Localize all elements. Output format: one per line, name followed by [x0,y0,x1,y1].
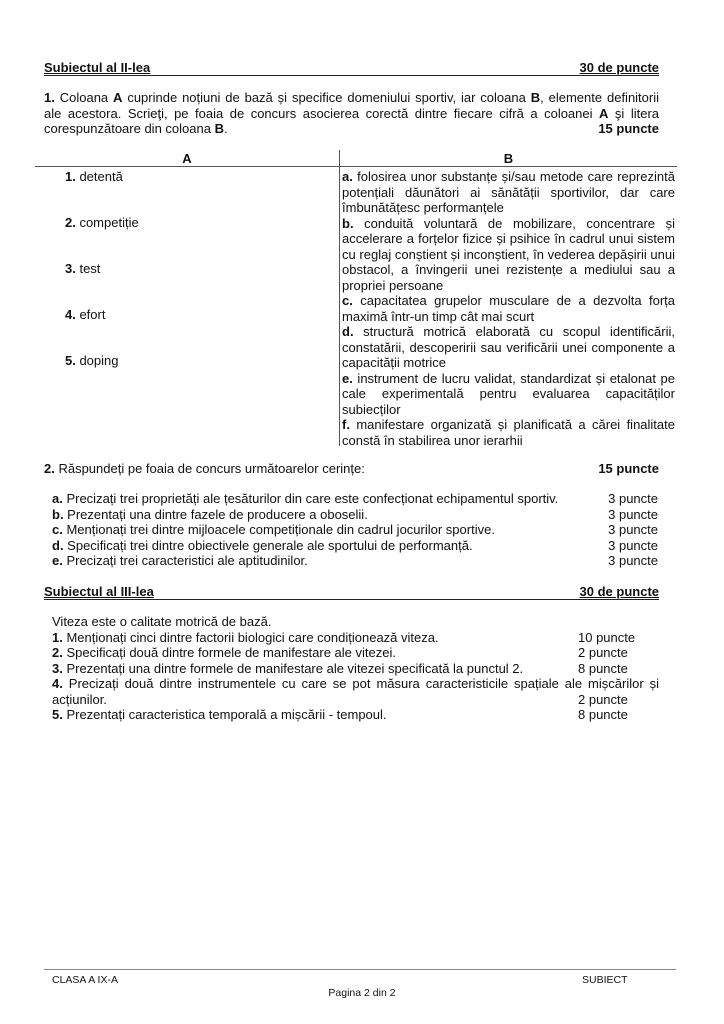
question-2-item [52,491,659,507]
item-points: 3 puncte [608,506,658,522]
column-a-item [65,307,105,323]
column-b-item [342,216,675,294]
column-b-item [342,417,675,448]
section-3-header [44,584,659,600]
item-text: folosirea unor substanțe și/sau metode care reprezintă potențiali dăunători ai sănătății sportivilor, dar care îmbunătățesc performanțele [342,169,675,215]
section-3-item [52,645,659,661]
column-b-header: B [503,151,514,166]
item-text: efort [75,307,106,322]
column-a-item [65,261,100,277]
question-2-text: Răspundeți pe foaia de concurs următoarelor cerințe: [54,461,365,476]
item-text: competiție [75,215,139,230]
question-2-points: 15 puncte [598,461,659,476]
item-letter: c. [342,293,353,308]
item-letter: d. [52,537,64,553]
section-3-intro: Viteza este o calitate motrică de bază. [52,614,272,629]
footer-divider [44,969,676,970]
section-3-points: 30 de puncte [579,584,659,599]
item-text: instrument de lucru validat, standardizat și etalonat pe cale experimentală pentru evaluarea capacităților subiecților [342,370,675,417]
text-part: Coloana [54,90,114,105]
section-3-item [52,707,659,723]
item-text: Menționați cinci dintre factorii biologici care condiționează viteza. [62,629,439,645]
question-1-text [44,90,659,137]
item-text: Prezentați una dintre fazele de producere a oboselii. [63,506,368,522]
item-number: 2. [52,645,63,660]
item-text: Specificați două dintre formele de manifestare ale vitezei. [62,645,396,660]
question-2-item [52,538,659,554]
column-a-item [65,215,139,231]
table-column-divider [339,150,340,446]
text-part: , elemente definitorii ale acestora. Scrieţi, pe foaia de concurs asocierea corectă dintre fiecare cifră a coloanei [44,90,660,121]
section-3-item [52,661,659,677]
question-2-item [52,553,659,569]
item-text: Precizați trei caracteristici ale aptitudinilor. [62,553,308,568]
item-points: 8 puncte [578,660,628,676]
item-number: 3. [52,660,63,676]
column-a-header: A [182,151,192,166]
item-points: 3 puncte [608,491,658,506]
item-points: 3 puncte [608,537,658,553]
item-number: 4. [65,307,76,322]
item-points: 10 puncte [578,629,636,645]
item-text: manifestare organizată și planificată a cărei finalitate constă în stabilirea unor ierarhii [342,417,675,448]
text-part: şi litera corespunzătoare din coloana [44,105,659,136]
text-part-bold: B [214,121,224,136]
column-b-item [342,324,675,371]
item-text: doping [75,353,119,368]
section-3-item-4-points: 2 puncte [578,691,628,707]
item-number: 3. [65,261,76,276]
item-points: 8 puncte [578,707,628,722]
item-number: 5. [52,707,63,722]
column-b [342,169,675,448]
section-2-header [44,60,659,76]
text-part-bold: A [599,105,609,121]
item-number: 5. [65,353,76,368]
item-text: conduită voluntară de mobilizare, concentrare și accelerare a forțelor fizice și psihice în cadrul unui sistem cu reglaj conștient și inconștient, în vederea depășirii unui obstacol, a învingerii unei rezistențe a mediului sau a propriei persoane [342,215,675,293]
column-b-item [342,371,675,418]
item-points: 2 puncte [578,645,628,660]
footer-subject: SUBIECT [582,974,628,986]
question-2-prompt [44,461,659,477]
item-text: test [75,261,101,276]
column-a-item [65,353,119,369]
item-letter: e. [52,553,63,568]
column-b-item [342,169,675,216]
item-points: 3 puncte [608,553,658,568]
item-letter: b. [342,215,354,231]
item-number: 1. [65,169,76,184]
footer-page-number: Pagina 2 din 2 [328,987,396,999]
table-header-divider [35,166,677,167]
item-text: Menționați trei dintre mijloacele competiționale din cadrul jocurilor sportive. [62,522,495,537]
item-letter: e. [342,370,353,386]
item-letter: a. [52,491,63,506]
item-text: Precizați trei proprietăți ale țesăturilor din care este confecționat echipamentul sportiv. [62,491,559,506]
item-text: capacitatea grupelor musculare de a dezvolta forța maximă într-un timp cât mai scurt [342,293,675,324]
item-number: 1. [52,629,63,645]
item-number: 4. [52,676,63,691]
item-letter: d. [342,324,354,339]
item-text: detentă [75,169,123,184]
question-2-number: 2. [44,461,55,476]
item-text: Precizați două dintre instrumentele cu care se pot măsura caracteristicile spațiale ale mișcărilor și acțiunilor. [52,676,659,707]
text-part-bold: B [530,90,541,105]
matching-table [35,150,677,446]
item-text: structură motrică elaborată cu scopul identificării, constatării, descoperirii sau verificării unei componente a capacității motrice [342,324,675,370]
item-text: Prezentați una dintre formele de manifestare ale vitezei specificată la punctul 2. [62,660,524,676]
question-2-item [52,507,659,523]
question-2-item [52,522,659,538]
column-a-item [65,169,123,185]
section-3-item [52,676,659,707]
column-b-item [342,293,675,324]
section-2-title: Subiectul al II-lea [44,60,151,75]
item-text: Specificați trei dintre obiectivele generale ale sportului de performanță. [63,537,473,553]
question-1-number: 1. [44,90,55,105]
item-points: 3 puncte [608,522,658,537]
item-letter: b. [52,506,64,522]
section-3-title: Subiectul al III-lea [44,584,154,599]
item-number: 2. [65,215,76,230]
item-text: Prezentați caracteristica temporală a mișcării - tempoul. [62,707,387,722]
text-part-bold: A [113,90,123,105]
footer-class: CLASA A IX-A [52,974,118,986]
text-part: . [223,121,228,136]
section-3-item [52,630,659,646]
item-letter: f. [342,417,350,432]
item-letter: a. [342,169,353,184]
item-letter: c. [52,522,63,537]
text-part: cuprinde noțiuni de bază și specifice domeniului sportiv, iar coloana [122,90,531,105]
section-2-points: 30 de puncte [579,60,659,75]
question-1-points: 15 puncte [598,121,659,136]
